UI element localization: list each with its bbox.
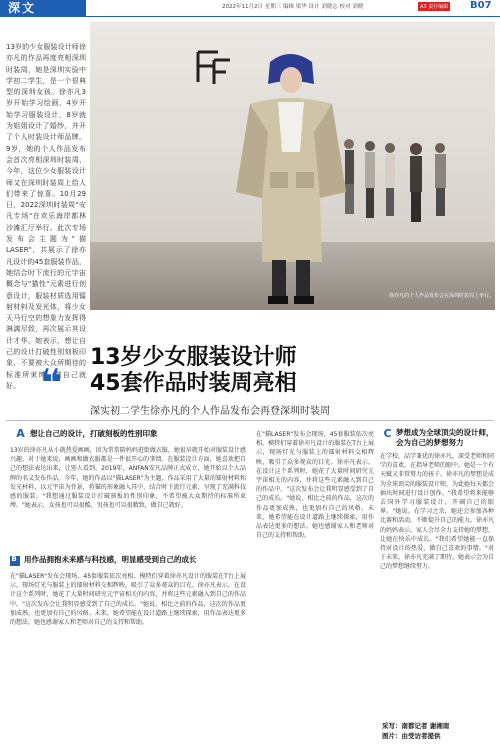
runway-illustration [90,22,495,310]
section-c-letter: C [383,427,392,440]
section-tag: 深文 [0,0,86,16]
headline-line-2: 45套作品时装周亮相 [90,371,297,396]
section-b-title: 用作品拥抱未来感与科技感，明显感受到自己的成长 [24,555,197,564]
intro-column: 13岁的少女服装设计师徐亦凡的作品再度亮相深圳时装周，她是深圳实验中学初二学生，是一个很典型的深圳女孩。徐亦凡3岁开始学习绘画，4岁开始学习服装设计，8岁就为姐姐设计了婚纱，并开了个人时装设计师品牌。9岁，她的个人作品发布会首次亮相深圳时装周，今年，这位少女服装设计师又在深圳时装周上给人们带来了惊喜。10月29日，2022深圳时装周"安凡专场"在欢乐海岸都林沙滩汇厅举行。此次专场发布会主题为"猫LASER"，共展示了徐亦凡设计的45套服装作品，她结合时下流行的元宇宙概念与"猫性"元素进行创意设计，服装材质选用镭射材料及发光体，将少女天马行空的想象力发挥得淋漓尽致，再次展示其设计才华。她表示，想让自己的设计打破性别刻板印象，不要被大众所期待的标准所束缚，做自己就好。 [6,43,86,390]
header-meta: 2022年11月2日 星期三 编辑 梁华 设计 刘晓志 校对 刘晓 [222,4,364,10]
photo-credit: 图片：由受访者提供 [382,732,441,740]
photo-caption: 徐亦凡的个人作品发布会在深圳时装周上举行。 [388,293,494,299]
header-divider [0,16,500,17]
runway-photo [90,22,495,310]
headline-line-1: 13岁少女服装设计师 [90,345,297,370]
section-b-continued: 在"猫LASER"发布会现场，45套服装依次亮相，模特们穿着徐亦凡设计的服装在T台上展示，现场灯光与服装上的镭射材料交相辉映，吸引了众多观众的目光。徐亦凡表示，在设计这个系列时，她花了大量时间研究元宇宙相关的内容，并将这些元素融入到自己的作品中。"这次发布会让我明显感受到了自己的成长。"她说，相比之前的作品，这次的作品更加成熟，也更加有自己的风格。未来，她希望能在设计道路上继续探索，用作品表达更多的想法。她也感谢家人和老师对自己的支持和帮助。 [256,431,374,540]
section-a-text: 13岁的徐亦凡从小就热爱画画，因为常常陪妈妈逛街做衣服，她很早就开始对服装设计感兴趣。对于她来说，画画和做衣服都是一件很开心的事情。在服装设计方面，她喜欢把自己的想法表达出来，让别人看到。2019年，ANFAN安凡品牌正式成立，她开始以个人品牌的名义发布作品。今年，她的作品以"猫LASER"为主题，作品采用了大量的镭射材料和发光材料，以元宇宙为背景，将猫的形象融入其中，结合时下流行元素，呈现了充满科技感的服装。"我想通过服装设计打破刻板的性别印象，不希望被大众期待的标准所束缚。"她表示，女孩也可以很酷，男孩也可以很精致，做自己就好。 [10,447,246,510]
section-a-letter: A [16,427,25,440]
headline-divider [6,420,494,421]
page-header [0,0,500,16]
quote-mark-icon: ❝ [40,361,63,405]
subheadline: 深实初二学生徐亦凡的个人作品发布会再登深圳时装周 [90,406,330,417]
section-b-letter: B [11,555,17,563]
section-c-title: 梦想成为全球顶尖的设计师，会为自己的梦想努力 [396,428,494,447]
section-b-text: 在"猫LASER"发布会现场，45套服装依次亮相，模特们穿着徐亦凡设计的服装在T台上展示，现场灯光与服装上的镭射材料交相辉映，吸引了众多观众的目光。徐亦凡表示，在设计这个系列时，她花了大量时间研究元宇宙相关的内容，并将这些元素融入到自己的作品中。"这次发布会让我明显感受到了自己的成长。"她说，相比之前的作品，这次的作品更加成熟，也更加有自己的风格。未来，她希望能在设计道路上继续探索，用作品表达更多的想法。她也感谢家人和老师对自己的支持和帮助。 [10,573,246,627]
page-number: B07 [470,0,492,11]
editor-tag: A3 责任编辑 [420,4,449,10]
headline [90,345,500,397]
section-c-text: 在学校，品学兼优的徐亦凡，深受老师和同学的喜欢。在指导老师的眼中，她是一个有天赋又非常努力的孩子。徐亦凡的梦想是成为全球顶尖的服装设计师，为此她每天都会抽出时间进行设计创作。"我希望将来能够去国外学习服装设计，开阔自己的眼界。"她说。在学习之余，她还会参加各种比赛和活动，不断提升自己的能力。徐亦凡的妈妈表示，家人会尽全力支持她的梦想，让她在快乐中成长。"我们希望她能一直保持对设计的热爱，做自己喜欢的事情。"对于未来，徐亦凡充满了期待，她表示会为自己的梦想继续努力。 [380,453,494,571]
reporter-credit: 采写：南都记者 谢湘南 [382,722,450,730]
section-a-title: 想让自己的设计，打破刻板的性别印象 [30,429,158,438]
